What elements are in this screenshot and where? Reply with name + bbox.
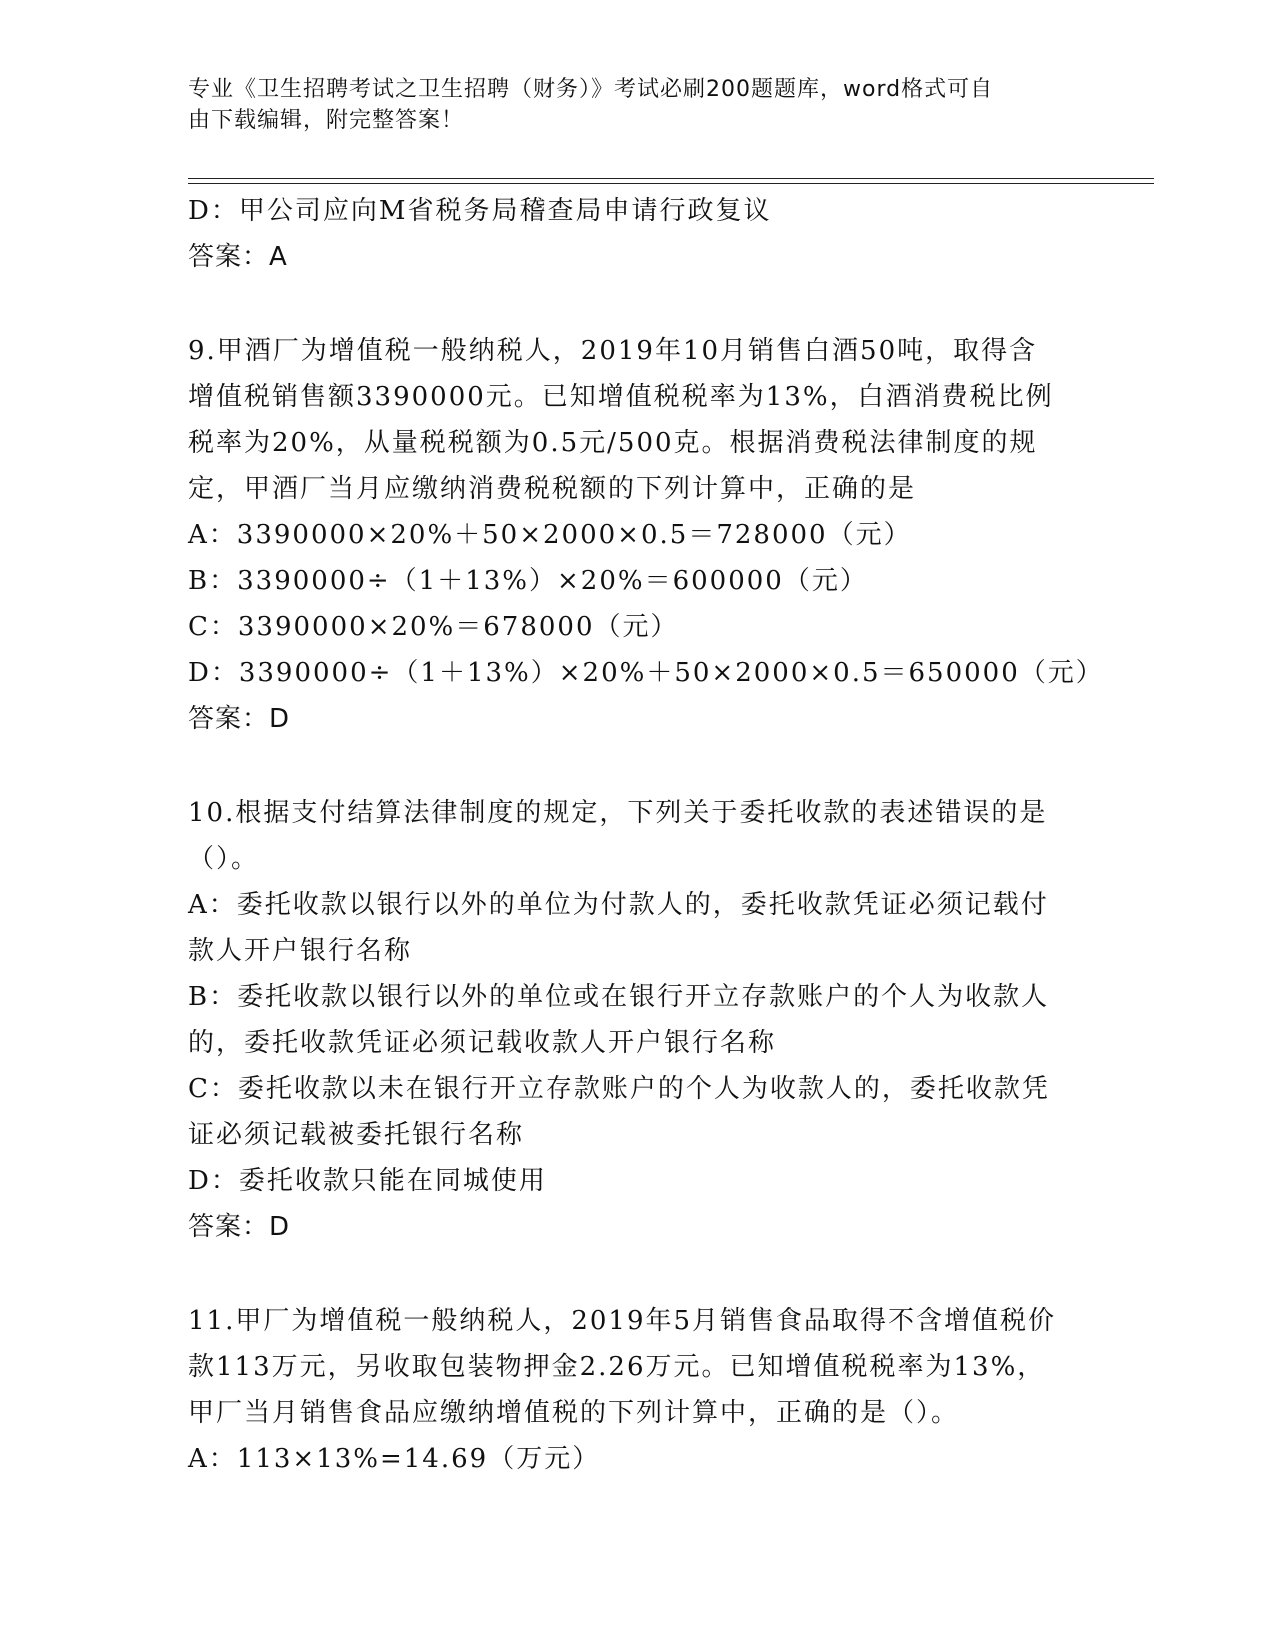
question-spacer <box>188 742 1088 790</box>
question-stem-line: 增值税销售额3390000元。已知增值税税率为13%，白酒消费税比例 <box>188 382 1054 412</box>
question-stem-line: 11.甲厂为增值税一般纳税人，2019年5月销售食品取得不含增值税价 <box>188 1306 1057 1336</box>
answer-line: 答案：D <box>188 704 291 734</box>
question-spacer <box>188 1250 1088 1298</box>
option-a: A：委托收款以银行以外的单位为付款人的，委托收款凭证必须记载付 <box>188 890 1049 920</box>
option-a-continued: 款人开户银行名称 <box>188 936 413 966</box>
option-c: C：委托收款以未在银行开立存款账户的个人为收款人的，委托收款凭 <box>188 1074 1050 1104</box>
option-a: A：3390000×20%＋50×2000×0.5＝728000（元） <box>188 520 912 550</box>
question-stem-line: 定，甲酒厂当月应缴纳消费税税额的下列计算中，正确的是 <box>188 474 917 504</box>
question-9 <box>188 328 1104 742</box>
document-body <box>188 188 1104 1482</box>
previous-question-tail <box>188 188 1088 280</box>
option-a: A：113×13%=14.69（万元） <box>188 1444 601 1474</box>
option-c-continued: 证必须记载被委托银行名称 <box>188 1120 525 1150</box>
option-b-continued: 的，委托收款凭证必须记载收款人开户银行名称 <box>188 1028 777 1058</box>
option-d: D：甲公司应向M省税务局稽查局申请行政复议 <box>188 196 772 226</box>
header-divider-top <box>188 178 1154 179</box>
question-stem-line: 9.甲酒厂为增值税一般纳税人，2019年10月销售白酒50吨，取得含 <box>188 336 1038 366</box>
document-header <box>188 74 1058 136</box>
question-spacer <box>188 280 1088 328</box>
option-b: B：3390000÷（1＋13%）×20%＝600000（元） <box>188 566 868 596</box>
question-stem-line: 甲厂当月销售食品应缴纳增值税的下列计算中，正确的是（）。 <box>188 1398 960 1428</box>
question-11 <box>188 1298 1088 1482</box>
question-10 <box>188 790 1088 1250</box>
header-line-1: 专业《卫生招聘考试之卫生招聘（财务）》考试必刷200题题库，word格式可自 <box>188 77 994 102</box>
question-stem-line: 10.根据支付结算法律制度的规定，下列关于委托收款的表述错误的是 <box>188 798 1048 828</box>
answer-line: 答案：A <box>188 242 288 272</box>
option-d: D：委托收款只能在同城使用 <box>188 1166 547 1196</box>
header-line-2: 由下载编辑，附完整答案！ <box>188 108 465 133</box>
question-stem-line: （）。 <box>188 844 260 874</box>
option-c: C：3390000×20%＝678000（元） <box>188 612 679 642</box>
option-b: B：委托收款以银行以外的单位或在银行开立存款账户的个人为收款人 <box>188 982 1050 1012</box>
option-d: D：3390000÷（1＋13%）×20%＋50×2000×0.5＝650000（元） <box>188 658 1104 688</box>
question-stem-line: 款113万元，另收取包装物押金2.26万元。已知增值税税率为13%， <box>188 1352 1046 1382</box>
answer-line: 答案：D <box>188 1212 291 1242</box>
question-stem-line: 税率为20%，从量税税额为0.5元/500克。根据消费税法律制度的规 <box>188 428 1038 458</box>
header-divider-bottom <box>188 183 1154 184</box>
